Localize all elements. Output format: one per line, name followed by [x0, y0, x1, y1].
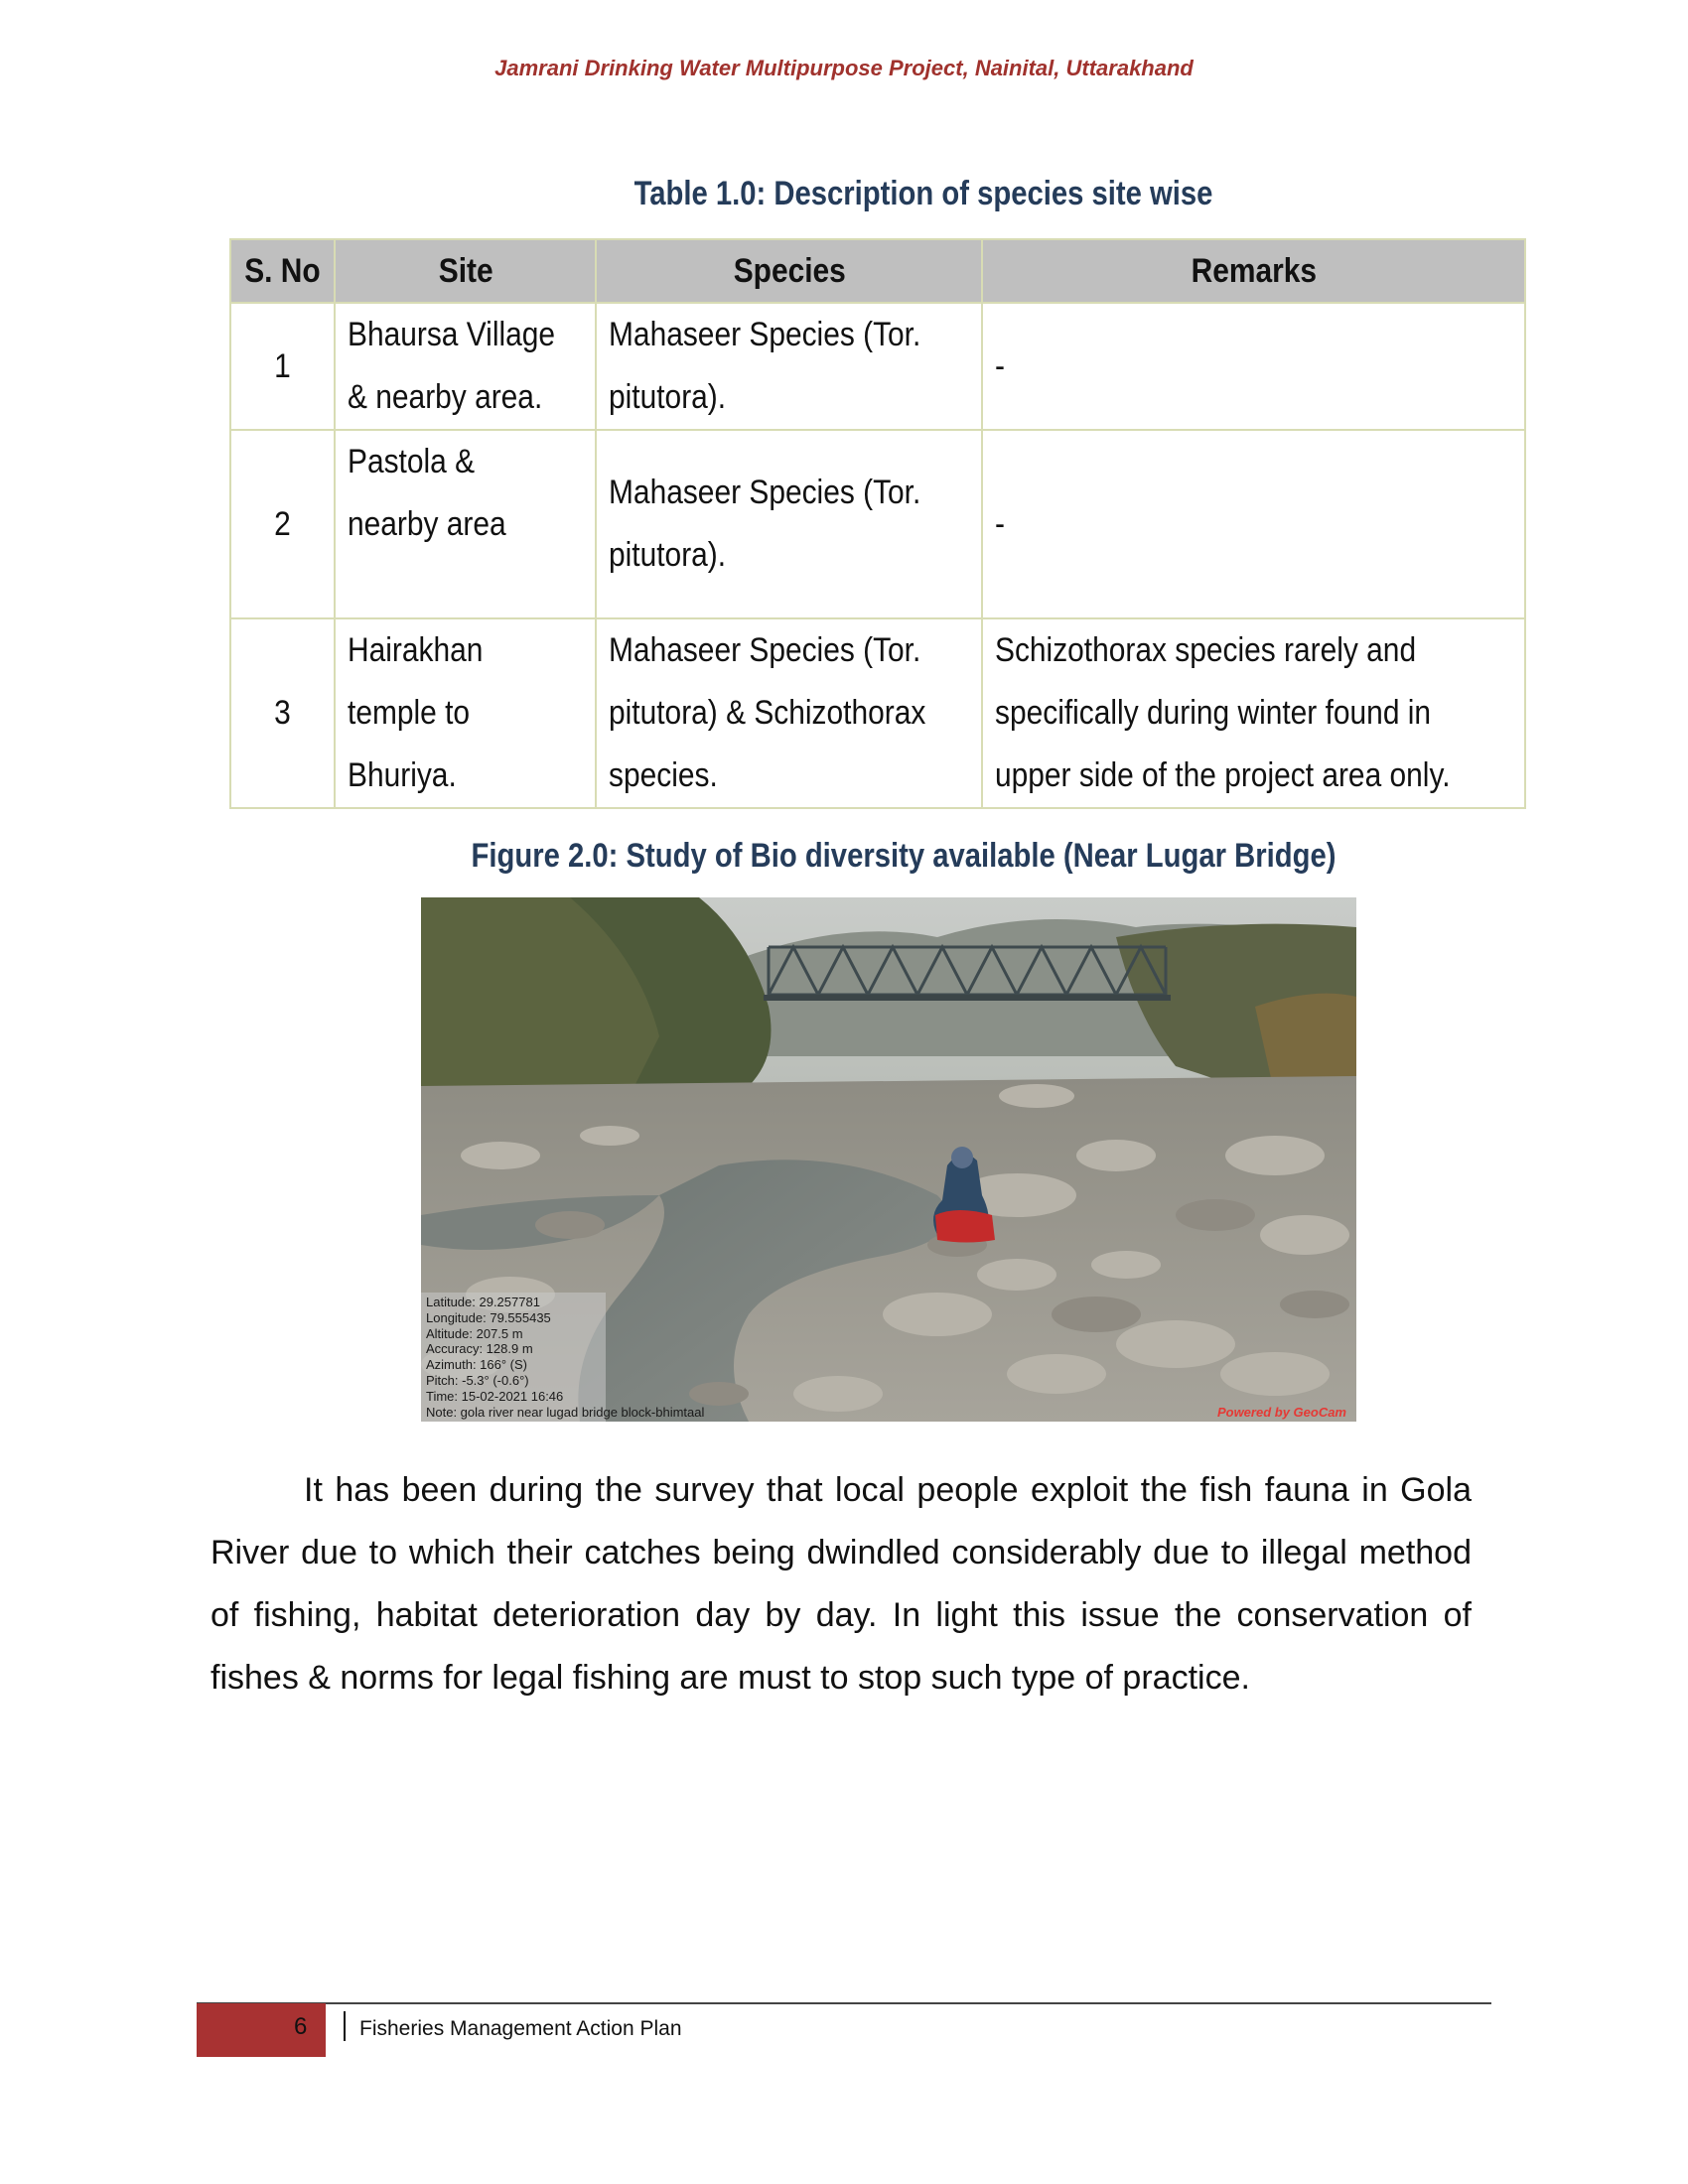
column-header-remarks: Remarks — [982, 239, 1525, 303]
geotag-text — [421, 1295, 704, 1420]
footer-title: Fisheries Management Action Plan — [359, 2017, 682, 2040]
river-photo — [421, 897, 1356, 1422]
cell-sno: 3 — [230, 618, 335, 808]
table-row — [230, 430, 1525, 618]
geotag-latitude: Latitude: 29.257781 — [426, 1295, 540, 1309]
geotag-note: Note: gola river near lugad bridge block-bhimtaal — [426, 1404, 705, 1420]
species-table — [229, 238, 1526, 809]
table-row — [230, 618, 1525, 808]
cell-species: Mahaseer Species (Tor. pitutora). — [596, 303, 982, 430]
cell-site: Bhaursa Village & nearby area. — [335, 303, 597, 430]
page-number: 6 — [294, 2013, 308, 2040]
cell-sno: 2 — [230, 430, 335, 618]
running-header: Jamrani Drinking Water Multipurpose Project, Nainital, Uttarakhand — [494, 56, 1194, 80]
body-paragraph: It has been during the survey that local people exploit the fish fauna in Gola River due to which their catches being dwindled considerably due to illegal method of fishing, habitat deterioration day by day. In light this issue the conservation of fishes & norms for legal fishing are must to stop such type of practice. — [211, 1471, 1472, 1697]
geocam-watermark: Powered by GeoCam — [1216, 1405, 1346, 1420]
table-caption: Table 1.0: Description of species site wise — [633, 175, 1213, 212]
cell-site: Hairakhan temple to Bhuriya. — [335, 618, 597, 808]
column-header-species: Species — [596, 239, 982, 303]
footer-rule — [197, 2002, 1491, 2004]
table-row — [230, 303, 1525, 430]
cell-species: Mahaseer Species (Tor. pitutora). — [596, 430, 982, 618]
footer-separator — [344, 2011, 346, 2041]
geotag-longitude: Longitude: 79.555435 — [426, 1309, 551, 1325]
table-header-row — [230, 239, 1525, 303]
cell-site: Pastola & nearby area — [335, 430, 597, 618]
cell-sno: 1 — [230, 303, 335, 430]
figure-caption: Figure 2.0: Study of Bio diversity available (Near Lugar Bridge) — [471, 837, 1336, 875]
geotag-accuracy: Accuracy: 128.9 m — [426, 1341, 533, 1357]
cell-remarks: - — [982, 430, 1525, 618]
geotag-azimuth: Azimuth: 166° (S) — [426, 1357, 528, 1373]
geotag-pitch: Pitch: -5.3° (-0.6°) — [426, 1372, 529, 1388]
geotag-time: Time: 15-02-2021 16:46 — [426, 1388, 564, 1404]
geotag-altitude: Altitude: 207.5 m — [426, 1325, 523, 1341]
cell-remarks: - — [982, 303, 1525, 430]
column-header-sno: S. No — [230, 239, 335, 303]
cell-remarks: Schizothorax species rarely and specifically during winter found in upper side of the project area only. — [982, 618, 1525, 808]
cell-species: Mahaseer Species (Tor. pitutora) & Schizothorax species. — [596, 618, 982, 808]
column-header-site: Site — [335, 239, 597, 303]
